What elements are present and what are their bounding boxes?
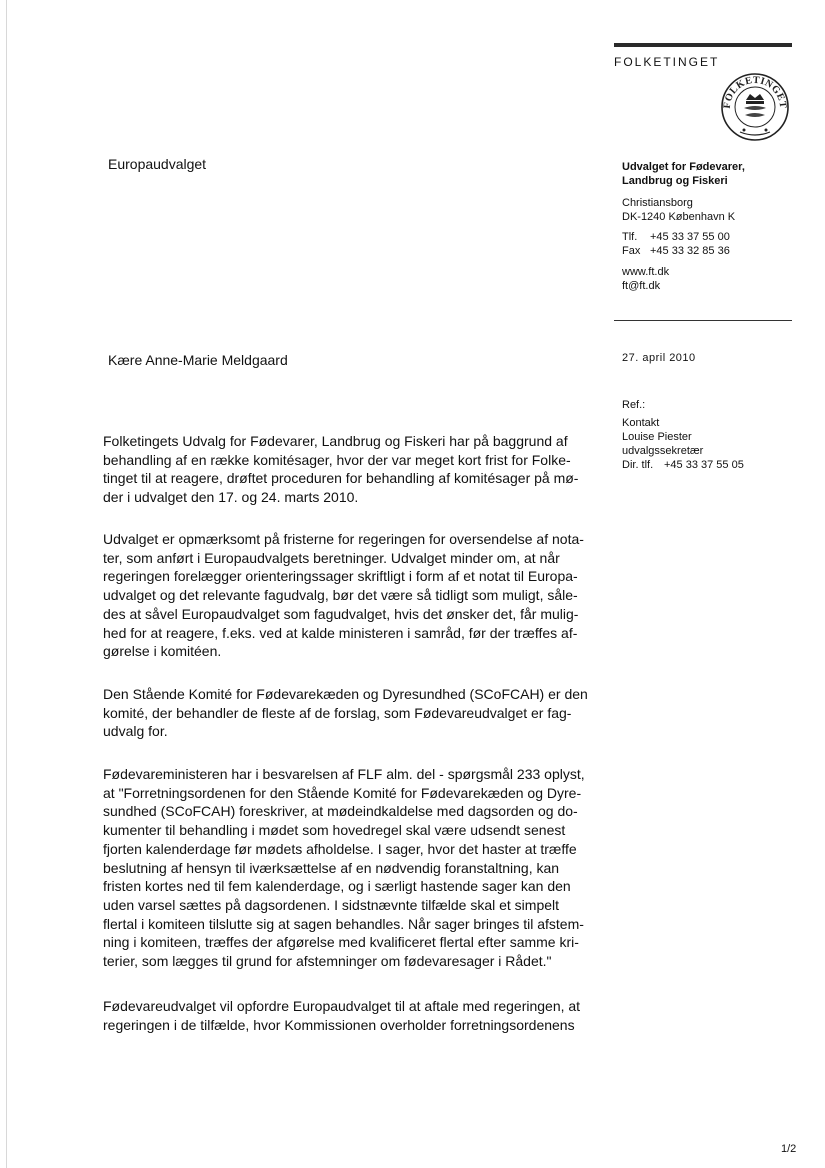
body-paragraph-1 [103, 432, 589, 507]
email-link[interactable]: ft@ft.dk [622, 280, 661, 292]
website-link[interactable]: www.ft.dk [622, 266, 670, 278]
text-line: udvalg for. [103, 723, 168, 740]
contact-title: udvalgssekretær [622, 445, 704, 457]
text-line: kumenter til behandling i mødet som hovedregel skal være udsendt senest [103, 822, 566, 839]
text-line: der i udvalget den 17. og 24. marts 2010. [103, 489, 359, 506]
org-name: FOLKETINGET [614, 55, 720, 69]
text-line: Den Stående Komité for Fødevarekæden og Dyresundhed (SCoFCAH) er den [103, 686, 588, 702]
recipient: Europaudvalget [108, 156, 207, 172]
text-line: ning i komiteen, træffes der afgørelse med kvalificeret flertal efter samme kri- [103, 934, 579, 951]
address-line: DK-1240 København K [622, 211, 736, 223]
body-paragraph-4 [103, 765, 589, 971]
text-line: Fødevareudvalget vil opfordre Europaudvalget til at aftale med regeringen, at [103, 998, 581, 1014]
sender-address [622, 196, 735, 224]
address-line: Christiansborg [622, 197, 693, 209]
text-line: komité, der behandler de fleste af de forslag, som Fødevareudvalget er fag- [103, 704, 572, 721]
contact-name: Louise Piester [622, 431, 692, 443]
phone-label: Tlf. [622, 231, 638, 243]
folketinget-seal-icon [720, 72, 790, 142]
body-paragraph-5 [103, 997, 589, 1034]
text-line: at "Forretningsordenen for den Stående Komité for Fødevarekæden og Dyre- [103, 784, 582, 801]
text-line: flertal i komiteen tilslutte sig at sagen behandles. Når sager bringes til afstem- [103, 915, 584, 932]
sidebar-rule [614, 320, 792, 321]
text-line: behandling af en række komitésager, hvor der var meget kort frist for Folke- [103, 451, 571, 468]
text-line: regeringen i de tilfælde, hvor Kommissionen overholder forretningsordenens [103, 1016, 575, 1033]
header-rule [614, 43, 792, 47]
text-line: hed for at reagere, f.eks. ved at kalde ministeren i samråd, før der træffes af- [103, 624, 578, 641]
direct-phone-number: +45 33 37 55 05 [664, 459, 744, 471]
text-line: gørelse i komitéen. [103, 643, 222, 660]
contact-block [622, 416, 744, 472]
ref-label: Ref.: [622, 399, 646, 411]
direct-phone-label: Dir. tlf. [622, 459, 654, 471]
body-paragraph-3 [103, 685, 589, 741]
text-line: uden varsel sættes på dagsordenen. I sidstnævnte tilfælde skal et simpelt [103, 896, 560, 913]
text-line: tinget til at reagere, drøftet proceduren for behandling af komitésager på mø- [103, 470, 579, 487]
letter-date: 27. april 2010 [622, 352, 696, 364]
phone-number: +45 33 37 55 00 [650, 231, 730, 243]
text-line: regeringen forelægger orienteringssager skriftligt i form af et notat til Europa- [103, 568, 578, 585]
sender-phones [622, 230, 730, 258]
phone-row [622, 230, 730, 244]
sender-web [622, 265, 669, 293]
sender-committee: Udvalget for Fødevarer, Landbrug og Fiskeri [622, 161, 745, 187]
contact-label: Kontakt [622, 417, 660, 429]
text-line: fristen kortes ned til fem kalenderdage, og i særligt hastende sager kan den [103, 878, 571, 895]
page-number: 1/2 [781, 1143, 797, 1155]
text-line: sundhed (SCoFCAH) foreskriver, at mødeindkaldelse med dagsorden og do- [103, 803, 578, 820]
svg-text:FOLKETINGET: FOLKETINGET [721, 74, 789, 110]
fax-row [622, 244, 730, 258]
text-line: beslutning af hensyn til iværksættelse af en nødvendig foranstaltning, kan [103, 859, 560, 876]
direct-phone-row [622, 458, 744, 472]
body-paragraph-2 [103, 530, 589, 661]
page-edge [6, 0, 7, 1168]
fax-number: +45 33 32 85 36 [650, 245, 730, 257]
text-line: Udvalget er opmærksomt på fristerne for regeringen for oversendelse af nota- [103, 531, 584, 547]
text-line: ter, som anført i Europaudvalgets beretninger. Udvalget minder om, at når [103, 549, 560, 566]
text-line: terier, som lægges til grund for afstemninger om fødevaresager i Rådet." [103, 953, 552, 970]
text-line: des at såvel Europaudvalget som fagudvalget, hvis det ønsker det, får mulig- [103, 605, 579, 622]
text-line: udvalget og det relevante fagudvalg, bør det være så tidligt som muligt, såle- [103, 587, 578, 604]
salutation: Kære Anne-Marie Meldgaard [108, 352, 288, 368]
text-line: fjorten kalenderdage før mødets afholdelse. I sager, hvor det haster at træffe [103, 840, 577, 857]
text-line: Fødevareministeren har i besvarelsen af FLF alm. del - spørgsmål 233 oplyst, [103, 766, 585, 782]
text-line: Folketingets Udvalg for Fødevarer, Landbrug og Fiskeri har på baggrund af [103, 433, 568, 449]
fax-label: Fax [622, 245, 641, 257]
